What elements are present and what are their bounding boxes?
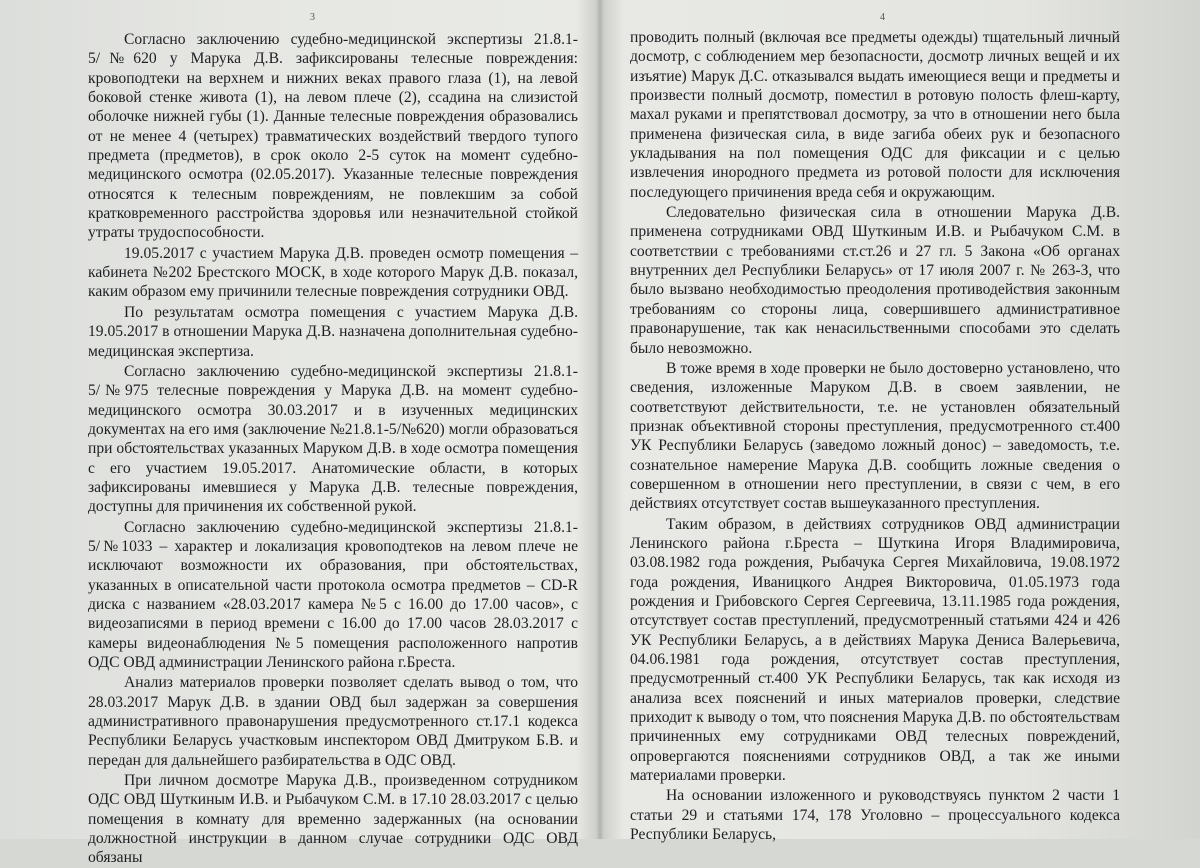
page-number-3: 3 xyxy=(310,12,315,23)
paragraph: проводить полный (включая все предметы одежды) тщательный личный досмотр, с соблюдением мер безопасности, досмотр личных вещей и их изъятие) Марук Д.С. отказывался выдать имеющиеся вещи и предметы и произвести полный досмотр, поместил в ротовую полость флеш-карту, махал руками и препятствовал досмотру, за что в отношении него была применена физическая сила, в виде загиба обеих рук и безопасного укладывания на пол помещения ОДС для фиксации и с целью извлечения инородного предмета из ротовой полости для исключения последующего причинения вреда себя и окружающим. xyxy=(630,29,1120,201)
paragraph: 19.05.2017 с участием Марука Д.В. проведен осмотр помещения – кабинета №202 Брестского МОСК, в ходе которого Марук Д.В. показал, каким образом ему причинили телесные повреждения сотрудники ОВД. xyxy=(88,244,578,301)
paragraph: На основании изложенного и руководствуясь пунктом 2 части 1 статьи 29 и статьями 174, 178 Уголовно – процессуального кодекса Республики Беларусь, xyxy=(630,787,1120,844)
page-3-body xyxy=(88,30,578,868)
paragraph: Согласно заключению судебно-медицинской экспертизы 21.8.1-5/№1033 – характер и локализация кровоподтеков на левом плече не исключают возможности их образования, при обстоятельствах, указанных в описательной части протокола осмотра предметов – CD-R диска с названием «28.03.2017 камера №5 с 16.00 до 17.00 часов», с видеозаписями в период времени с 16.00 до 17.00 часов 28.03.2017 с камеры видеонаблюдения №5 помещения расположенного напротив ОДС ОВД администрации Ленинского района г.Бреста. xyxy=(88,518,578,671)
page-3 xyxy=(0,0,598,867)
page-number-4: 4 xyxy=(880,12,885,23)
paragraph: Таким образом, в действиях сотрудников ОВД администрации Ленинского района г.Бреста – Шуткина Игоря Владимировича, 03.08.1982 года рождения, Рыбачука Сергея Михайловича, 19.08.1972 года рождения, Иваницкого Андрея Викторовича, 01.05.1973 года рождения и Грибовского Сергея Сергеевича, 13.11.1985 года рождения, отсутствует состав преступлений, предусмотренный статьями 424 и 426 УК Республики Беларусь, а в действиях Марука Дениса Валерьевича, 04.06.1981 года рождения, отсутствует состав преступления, предусмотренный ст.400 УК Республики Беларусь, так как исходя из анализа всех пояснений и иных материалов проверки, следствие приходит к выводу о том, что пояснения Марука Д.В. по обстоятельствам причиненных ему сотрудниками ОВД телесных повреждений, опровергаются пояснениями сотрудников ОВД, а так же иными материалами проверки. xyxy=(630,515,1120,785)
paragraph: Согласно заключению судебно-медицинской экспертизы 21.8.1-5/№620 у Марука Д.В. зафиксированы телесные повреждения: кровоподтеки на верхнем и нижних веках правого глаза (1), на левой боковой стенке живота (1), на левом плече (2), ссадина на слизистой оболочке нижней губы (1). Данные телесные повреждения образовались от не менее 4 (четырех) травматических воздействий твердого тупого предмета (предметов), в срок около 2-5 суток на момент судебно-медицинского осмотра (02.05.2017). Указанные телесные повреждения относятся к телесным повреждениям, не повлекшим за собой кратковременного расстройства здоровья или незначительной стойкой утраты трудоспособности. xyxy=(88,31,578,242)
paragraph: В тоже время в ходе проверки не было достоверно установлено, что сведения, изложенные Маруком Д.В. в своем заявлении, не соответствуют действительности, т.е. не установлен обязательный признак объективной стороны преступления, предусмотренного ст.400 УК Республики Беларусь (заведомо ложный донос) – заведомость, т.е. сознательное намерение Марука Д.В. сообщить ложные сведения о совершенном в отношении него преступлении, в связи с чем, в его действиях отсутствует состав вышеуказанного преступления. xyxy=(630,359,1120,513)
page-4 xyxy=(602,0,1200,844)
page-4-body xyxy=(630,28,1120,844)
paragraph: При личном досмотре Марука Д.В., произведенном сотрудником ОДС ОВД Шуткиным И.В. и Рыбачуком С.М. в 17.10 28.03.2017 с целью помещения в комнату для временно задержанных (на основании должностной инструкции в данном случае сотрудники ОДС ОВД обязаны xyxy=(88,772,578,867)
paragraph: Анализ материалов проверки позволяет сделать вывод о том, что 28.03.2017 Марук Д.В. в здании ОВД был задержан за совершения административного правонарушения предусмотренного ст.17.1 кодекса Республики Беларусь участковым инспектором ОВД Дмитруком Б.В. и передан для дальнейшего разбирательства в ОДС ОВД. xyxy=(88,674,578,769)
paragraph: По результатам осмотра помещения с участием Марука Д.В. 19.05.2017 в отношении Марука Д.В. назначена дополнительная судебно-медицинская экспертиза. xyxy=(88,303,578,360)
paragraph: Следовательно физическая сила в отношении Марука Д.В. применена сотрудниками ОВД Шуткиным И.В. и Рыбачуком С.М. в соответствии с требованиями ст.ст.26 и 27 гл. 5 Закона «Об органах внутренних дел Республики Беларусь» от 17 июля 2007 г. № 263-З, что было вызвано необходимостью преодоления противодействия законным требованиям со стороны лица, совершившего административное правонарушение, так как ненасильственными способами это сделать было невозможно. xyxy=(630,204,1120,357)
paragraph: Согласно заключению судебно-медицинской экспертизы 21.8.1-5/№975 телесные повреждения у Марука Д.В. на момент судебно-медицинского осмотра 30.03.2017 и в изученных медицинских документах на его имя (заключение №21.8.1-5/№620) могли образоваться при обстоятельствах указанных Маруком Д.В. в ходе осмотра помещения с его участием 19.05.2017. Анатомические области, в которых зафиксированы имевшиеся у Марука Д.В. телесные повреждения, доступны для причинения их собственной рукой. xyxy=(88,362,578,516)
